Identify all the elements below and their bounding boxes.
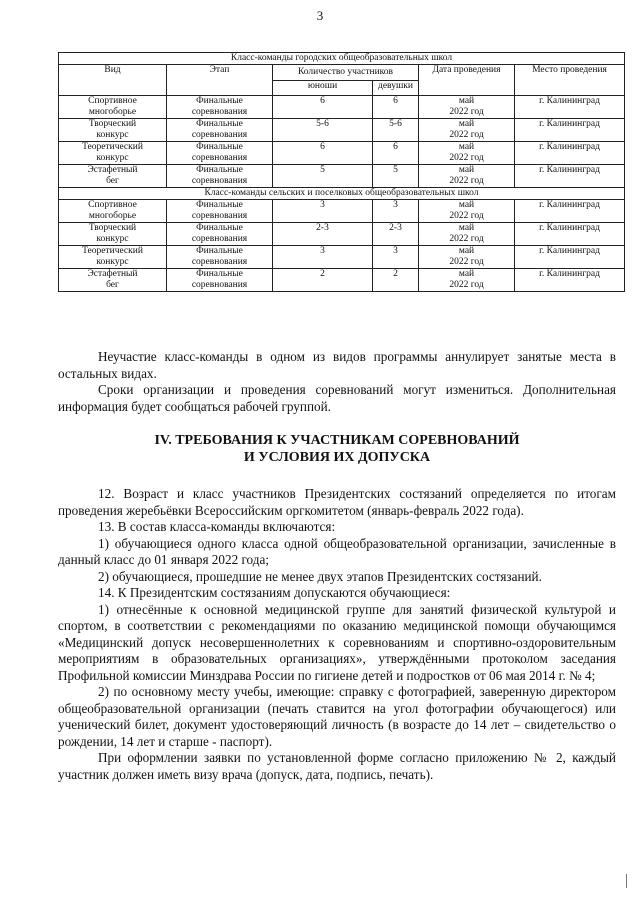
cell-etap — [167, 200, 273, 223]
cell-etap — [167, 269, 273, 292]
cell-etap-text: соревнования — [191, 211, 248, 221]
cell-etap-text: соревнования — [191, 280, 248, 290]
cell-boys — [273, 200, 373, 223]
paragraph: 14. К Президентским состязаниям допускаются обучающиеся: — [98, 585, 451, 600]
cell-etap-text: Финальные — [196, 119, 243, 129]
paragraph: 2) по основному месту учебы, имеющие: справку с фотографией, заверенную директором общеобразовательной организации (печать ставится на угол фотографии обучающегося) или ученический билет, документ удостоверяющий личность (в возрасте до 14 лет – свидетельство о рождении, 14 лет и старше - паспорт). — [58, 684, 616, 749]
cell-etap-text: Финальные — [196, 269, 243, 279]
cell-date — [419, 223, 515, 246]
cell-date-text: 2022 год — [449, 257, 484, 267]
table-section-rural — [59, 188, 625, 200]
table-row — [59, 246, 625, 269]
cell-place-text: г. Калининград — [539, 223, 600, 233]
cell-girls — [373, 269, 419, 292]
cell-vid-text: Теоретический — [82, 246, 143, 256]
cell-girls-text: 5-6 — [389, 119, 402, 129]
header-count: Количество участников — [273, 65, 419, 81]
cell-girls — [373, 223, 419, 246]
cell-etap-text: соревнования — [191, 176, 248, 186]
cell-vid-text: Теоретический — [82, 142, 143, 152]
notes-block — [58, 349, 616, 415]
cell-place — [515, 246, 625, 269]
cell-boys-text: 5-6 — [316, 119, 329, 129]
cell-place — [515, 142, 625, 165]
cell-girls — [373, 142, 419, 165]
page-number: 3 — [316, 8, 324, 23]
cell-date — [419, 269, 515, 292]
cell-girls-text: 6 — [393, 96, 398, 106]
cell-girls-text: 6 — [393, 142, 398, 152]
cell-date-text: май — [458, 96, 475, 106]
cell-date-text: май — [458, 269, 475, 279]
cell-boys — [273, 269, 373, 292]
header-date: Дата проведения — [419, 65, 515, 96]
cell-place — [515, 200, 625, 223]
cell-etap — [167, 119, 273, 142]
paragraph: 2) обучающиеся, прошедшие не менее двух этапов Президентских состязаний. — [98, 568, 542, 584]
cell-vid-text: Эстафетный — [87, 269, 138, 279]
table-section-urban — [59, 53, 625, 65]
paragraph: При оформлении заявки по установленной форме согласно приложению № 2, каждый участник должен иметь визу врача (допуск, дата, подпись, печать). — [58, 750, 616, 782]
cell-date-text: 2022 год — [449, 107, 484, 117]
table-header-row — [59, 65, 625, 81]
cell-girls — [373, 165, 419, 188]
cell-vid — [59, 96, 167, 119]
paragraph: 1) обучающиеся одного класса одной общеобразовательной организации, зачисленные в данный класс до 01 января 2022 года; — [58, 535, 616, 567]
cell-date — [419, 200, 515, 223]
cell-boys-text: 2 — [320, 269, 325, 279]
cell-etap-text: соревнования — [191, 153, 248, 163]
cell-place — [515, 96, 625, 119]
cell-vid-text: Эстафетный — [87, 165, 138, 175]
cell-girls-text: 3 — [393, 200, 398, 210]
section-heading — [58, 432, 616, 466]
cell-place-text: г. Калининград — [539, 269, 600, 279]
paragraph: Неучастие класс-команды в одном из видов программы аннулирует занятые места в остальных видах. — [58, 349, 616, 381]
cell-boys-text: 6 — [320, 142, 325, 152]
table-row — [59, 165, 625, 188]
cell-etap-text: соревнования — [191, 234, 248, 244]
cell-date-text: май — [458, 223, 475, 233]
cell-etap — [167, 223, 273, 246]
cell-etap-text: соревнования — [191, 130, 248, 140]
cell-date-text: 2022 год — [449, 153, 484, 163]
heading-line: И УСЛОВИЯ ИХ ДОПУСКА — [243, 450, 431, 465]
cell-etap — [167, 165, 273, 188]
cell-boys — [273, 96, 373, 119]
cell-etap — [167, 96, 273, 119]
cell-place — [515, 223, 625, 246]
cell-vid-text: Творческий — [88, 223, 137, 233]
margin-mark — [626, 874, 627, 888]
section-title: Класс-команды городских общеобразовательных школ — [59, 53, 625, 65]
cell-boys-text: 6 — [320, 96, 325, 106]
cell-date-text: май — [458, 119, 475, 129]
cell-vid — [59, 119, 167, 142]
cell-boys-text: 3 — [320, 246, 325, 256]
cell-boys — [273, 223, 373, 246]
table-row — [59, 223, 625, 246]
table-row — [59, 96, 625, 119]
cell-girls-text: 2 — [393, 269, 398, 279]
paragraph: Сроки организации и проведения соревнований могут измениться. Дополнительная информация будет сообщаться рабочей группой. — [58, 382, 616, 414]
cell-vid-text: многоборье — [88, 107, 137, 117]
table-row — [59, 119, 625, 142]
cell-girls-text: 5 — [393, 165, 398, 175]
cell-place-text: г. Калининград — [539, 119, 600, 129]
cell-place — [515, 119, 625, 142]
cell-etap-text: Финальные — [196, 246, 243, 256]
competition-schedule-table — [58, 52, 625, 292]
cell-date — [419, 246, 515, 269]
header-boys: юноши — [273, 80, 373, 96]
cell-vid-text: Спортивное — [88, 200, 137, 210]
cell-date-text: май — [458, 142, 475, 152]
cell-place-text: г. Калининград — [539, 200, 600, 210]
paragraph: 12. Возраст и класс участников Президентских состязаний определяется по итогам проведения жеребьёвки Всероссийским оргкомитетом (январь-февраль 2022 года). — [58, 486, 616, 518]
cell-etap-text: Финальные — [196, 142, 243, 152]
cell-date-text: май — [458, 165, 475, 175]
cell-boys — [273, 119, 373, 142]
table-row — [59, 200, 625, 223]
cell-vid — [59, 246, 167, 269]
table-row — [59, 142, 625, 165]
cell-date-text: май — [458, 246, 475, 256]
urban-rows — [59, 96, 625, 188]
cell-date-text: май — [458, 200, 475, 210]
cell-date — [419, 142, 515, 165]
cell-boys-text: 3 — [320, 200, 325, 210]
cell-place — [515, 269, 625, 292]
cell-place-text: г. Калининград — [539, 246, 600, 256]
cell-etap — [167, 142, 273, 165]
cell-vid — [59, 200, 167, 223]
header-etap: Этап — [167, 65, 273, 96]
cell-boys — [273, 246, 373, 269]
cell-etap-text: Финальные — [196, 165, 243, 175]
cell-vid-text: конкурс — [96, 153, 129, 163]
rural-rows — [59, 200, 625, 292]
table-row — [59, 269, 625, 292]
cell-etap — [167, 246, 273, 269]
cell-date — [419, 119, 515, 142]
cell-boys — [273, 165, 373, 188]
cell-girls-text: 3 — [393, 246, 398, 256]
cell-girls — [373, 96, 419, 119]
cell-date-text: 2022 год — [449, 211, 484, 221]
cell-vid — [59, 142, 167, 165]
header-vid: Вид — [59, 65, 167, 96]
cell-date-text: 2022 год — [449, 234, 484, 244]
header-place: Место проведения — [515, 65, 625, 96]
cell-boys — [273, 142, 373, 165]
cell-boys-text: 5 — [320, 165, 325, 175]
cell-date-text: 2022 год — [449, 280, 484, 290]
cell-girls — [373, 246, 419, 269]
cell-vid-text: бег — [106, 280, 119, 290]
cell-vid — [59, 223, 167, 246]
section-title: Класс-команды сельских и поселковых общеобразовательных школ — [59, 188, 625, 200]
cell-etap-text: Финальные — [196, 96, 243, 106]
paragraph: 1) отнесённые к основной медицинской группе для занятий физической культурой и спортом, в соответствии с рекомендациями по оказанию медицинской помощи обучающимся «Медицинский допуск несовершеннолетних к соревнованиям и спортивно-оздоровительным мероприятиям в образовательных организациях», утверждёнными протоколом заседания Профильной комиссии Минздрава России по гигиене детей и подростков от 06 мая 2014 г. № 4; — [58, 601, 616, 683]
cell-place-text: г. Калининград — [539, 96, 600, 106]
cell-etap-text: соревнования — [191, 257, 248, 267]
cell-date — [419, 165, 515, 188]
paragraph: 13. В состав класса-команды включаются: — [98, 519, 336, 534]
requirements-block — [58, 486, 616, 783]
cell-place-text: г. Калининград — [539, 165, 600, 175]
cell-vid-text: бег — [106, 176, 119, 186]
cell-date — [419, 96, 515, 119]
cell-boys-text: 2-3 — [316, 223, 329, 233]
cell-vid — [59, 269, 167, 292]
cell-etap-text: соревнования — [191, 107, 248, 117]
cell-place — [515, 165, 625, 188]
cell-vid-text: Творческий — [88, 119, 137, 129]
cell-vid-text: конкурс — [96, 130, 129, 140]
cell-vid-text: многоборье — [88, 211, 137, 221]
cell-girls — [373, 119, 419, 142]
heading-line: IV. ТРЕБОВАНИЯ К УЧАСТНИКАМ СОРЕВНОВАНИЙ — [154, 433, 520, 448]
cell-date-text: 2022 год — [449, 130, 484, 140]
cell-etap-text: Финальные — [196, 200, 243, 210]
cell-girls — [373, 200, 419, 223]
cell-vid-text: конкурс — [96, 234, 129, 244]
cell-place-text: г. Калининград — [539, 142, 600, 152]
cell-etap-text: Финальные — [196, 223, 243, 233]
cell-date-text: 2022 год — [449, 176, 484, 186]
cell-vid — [59, 165, 167, 188]
header-girls: девушки — [373, 80, 419, 96]
cell-vid-text: Спортивное — [88, 96, 137, 106]
cell-vid-text: конкурс — [96, 257, 129, 267]
cell-girls-text: 2-3 — [389, 223, 402, 233]
